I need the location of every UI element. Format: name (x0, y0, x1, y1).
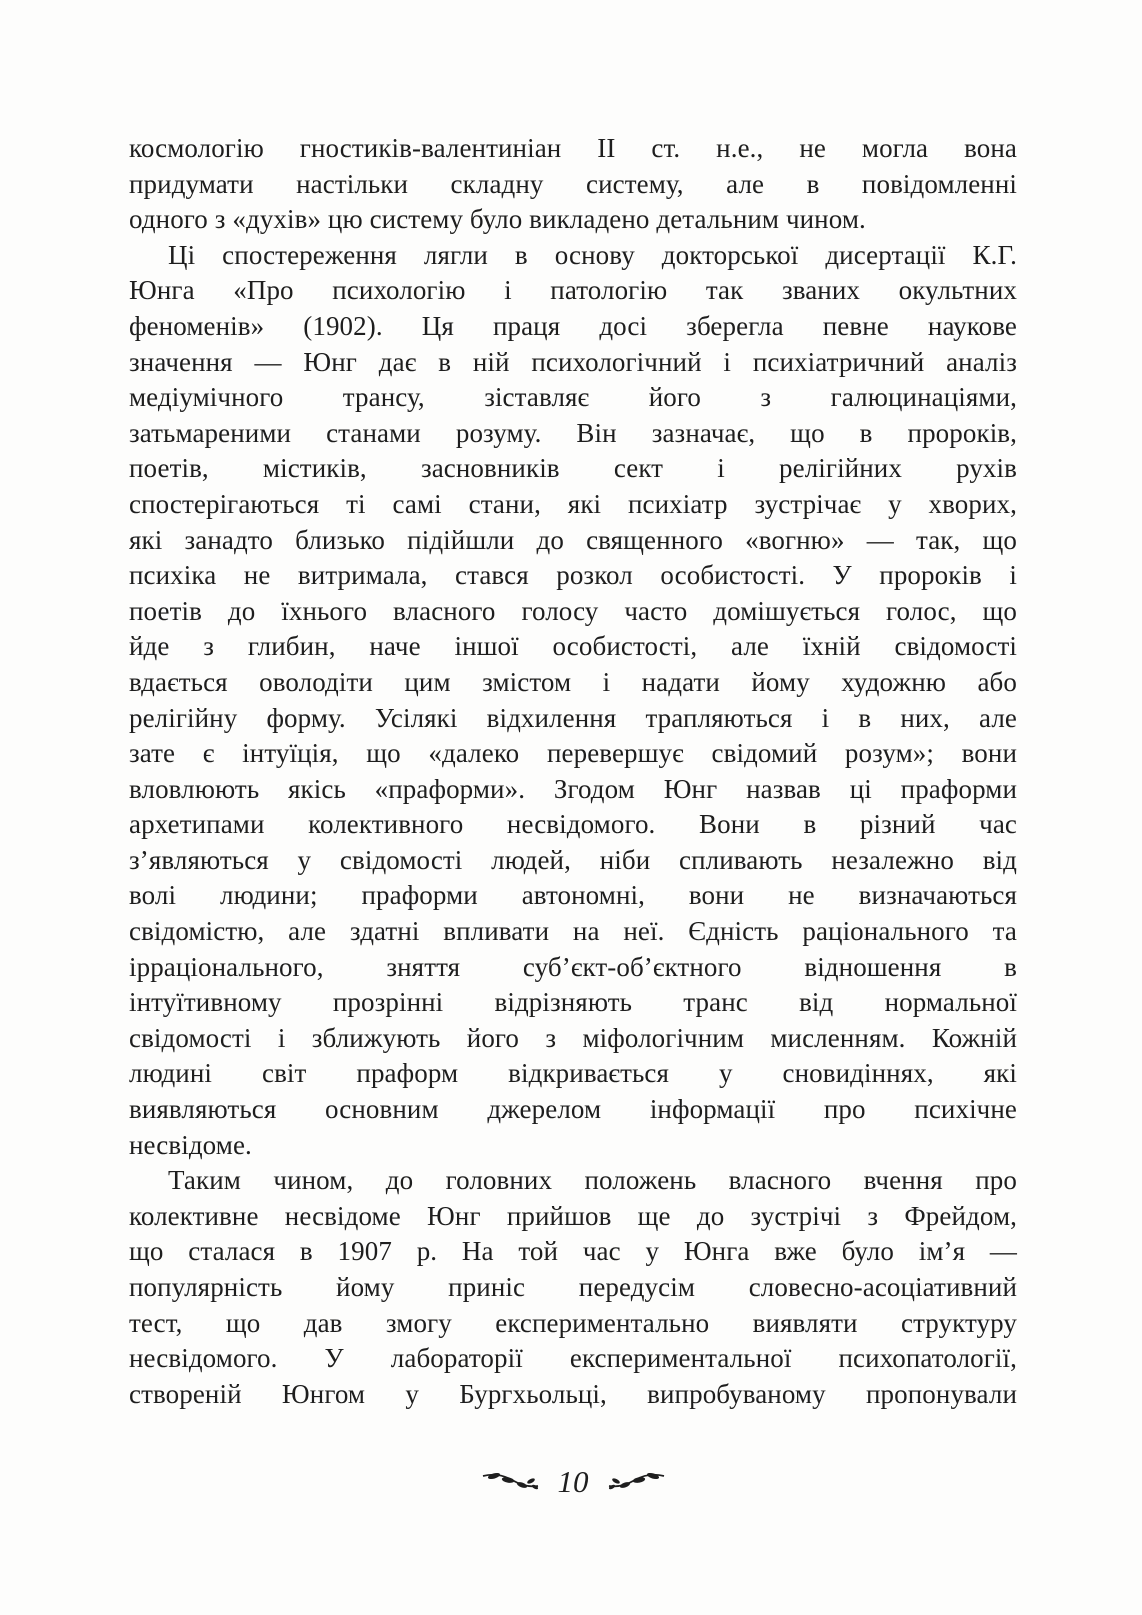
text-line: затьмареними станами розуму. Він зазначає, що в пророків, (129, 417, 1017, 448)
text-line: поетів, містиків, засновників сект і релігійних рухів (129, 453, 1017, 484)
text-line: придумати настільки складну систему, але в повідомленні (129, 168, 1017, 199)
text-line: Юнга «Про психологію і патологію так званих окультних (129, 275, 1017, 306)
text-line: психіка не витримала, стався розкол особистості. У пророків і (129, 560, 1017, 591)
paragraph (129, 1163, 1017, 1412)
text-line: інтуїтивному прозрінні відрізняють транс від нормальної (129, 987, 1017, 1018)
text-line: свідомістю, але здатні впливати на неї. Єдність раціонального та (129, 916, 1017, 947)
text-line: ірраціонального, зняття суб’єкт-об’єктного відношення в (129, 951, 1017, 982)
paragraph (129, 131, 1017, 238)
text-line: одного з «духів» цю систему було викладено детальним чином. (129, 204, 866, 235)
paragraph (129, 238, 1017, 1163)
text-line: створеній Юнгом у Бургхьольці, випробуваному пропонували (129, 1378, 1017, 1409)
text-line: поетів до їхнього власного голосу часто домішується голос, що (129, 595, 1017, 626)
text-line: несвідоме. (129, 1129, 252, 1160)
text-line: значення — Юнг дає в ній психологічний і психіатричний аналіз (129, 346, 1017, 377)
page-footer (129, 1466, 1017, 1497)
text-line: несвідомого. У лабораторії експериментальної психопатології, (129, 1343, 1017, 1374)
leaf-flourish-left-icon (482, 1470, 540, 1494)
text-line: вдається оволодіти цим змістом і надати йому художню або (129, 666, 1017, 697)
text-line: з’являються у свідомості людей, ніби спливають незалежно від (129, 844, 1017, 875)
text-line: Ці спостереження лягли в основу докторської дисертації К.Г. (168, 239, 1017, 270)
text-line: медіумічного трансу, зіставляє його з галюцинаціями, (129, 382, 1017, 413)
text-line: колективне несвідоме Юнг прийшов ще до зустрічі з Фрейдом, (129, 1200, 1017, 1231)
text-line: які занадто близько підійшли до священного «вогню» — так, що (129, 524, 1017, 555)
text-line: свідомості і зближують його з міфологічним мисленням. Кожній (129, 1022, 1017, 1053)
text-line: людині світ праформ відкривається у сновидіннях, які (129, 1058, 1017, 1089)
text-line: тест, що дав змогу експериментально виявляти структуру (129, 1307, 1017, 1338)
text-line: космологію гностиків-валентиніан II ст. н.е., не могла вона (129, 133, 1017, 163)
text-line: зате є інтуїція, що «далеко перевершує свідомий розум»; вони (129, 738, 1017, 769)
text-line: феноменів» (1902). Ця праця досі зберегла певне наукове (129, 310, 1017, 341)
text-line: спостерігаються ті самі стани, які психіатр зустрічає у хворих, (129, 488, 1017, 519)
page-number: 10 (557, 1464, 589, 1499)
text-line: релігійну форму. Усілякі відхилення трапляються і в них, але (129, 702, 1017, 733)
text-line: вловлюють якісь «праформи». Згодом Юнг назвав ці праформи (129, 773, 1017, 804)
text-line: виявляються основним джерелом інформації про психічне (129, 1094, 1017, 1125)
text-line: архетипами колективного несвідомого. Вони в різний час (129, 809, 1017, 840)
text-line: що сталася в 1907 р. На той час у Юнга вже було ім’я — (129, 1236, 1017, 1267)
text-line: популярність йому приніс передусім словесно-асоціативний (129, 1272, 1017, 1302)
text-line: волі людини; праформи автономні, вони не визначаються (129, 880, 1017, 911)
page-text (129, 131, 1017, 1412)
text-line: йде з глибин, наче іншої особистості, але їхній свідомості (129, 631, 1017, 662)
leaf-flourish-right-icon (607, 1470, 665, 1494)
text-line: Таким чином, до головних положень власного вчення про (168, 1165, 1017, 1196)
